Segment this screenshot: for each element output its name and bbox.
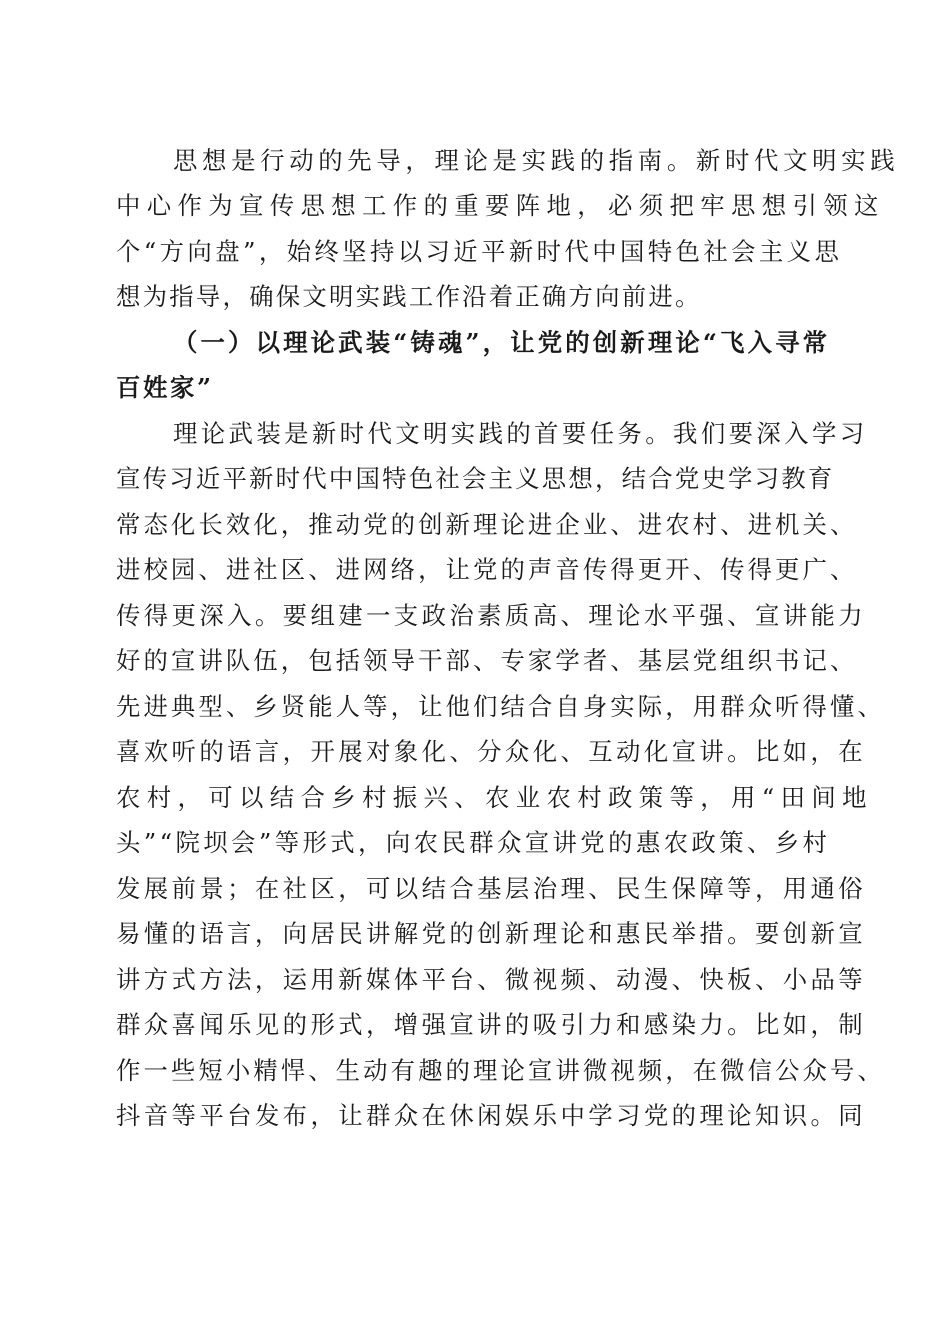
text-line: 易懂的语言，向居民讲解党的创新理论和惠民举措。要创新宣 — [116, 919, 867, 948]
text-line: 作一些短小精悍、生动有趣的理论宣讲微视频，在微信公众号、 — [116, 1056, 885, 1085]
text-line: 先进典型、乡贤能人等，让他们结合自身实际，用群众听得懂、 — [116, 692, 885, 721]
text-line: 中心作为宣传思想工作的重要阵地，必须把牢思想引领这 — [116, 191, 885, 220]
text-line: 喜欢听的语言，开展对象化、分众化、互动化宣讲。比如，在 — [116, 737, 867, 766]
heading-line: 百姓家” — [116, 373, 214, 402]
text-line: 传得更深入。要组建一支政治素质高、理论水平强、宣讲能力 — [116, 601, 867, 630]
text-line: 进校园、进社区、进网络，让党的声音传得更开、传得更广、 — [116, 555, 858, 584]
text-line: 农村，可以结合乡村振兴、农业农村政策等，用“田间地 — [116, 783, 873, 812]
text-line: 发展前景；在社区，可以结合基层治理、民生保障等，用通俗 — [116, 874, 867, 903]
text-line: 头”“院坝会”等形式，向农民群众宣讲党的惠农政策、乡村 — [116, 828, 831, 857]
text-line: 宣传习近平新时代中国特色社会主义思想，结合党史学习教育 — [116, 464, 835, 493]
heading-line: （一）以理论武装“铸魂”，让党的创新理论“飞入寻常 — [173, 328, 831, 357]
text-line: 理论武装是新时代文明实践的首要任务。我们要深入学习 — [173, 419, 868, 448]
text-line: 群众喜闻乐见的形式，增强宣讲的吸引力和感染力。比如，制 — [116, 1010, 867, 1039]
text-line: 好的宣讲队伍，包括领导干部、专家学者、基层党组织书记、 — [116, 646, 858, 675]
text-line: 讲方式方法，运用新媒体平台、微视频、动漫、快板、小品等 — [116, 965, 867, 994]
text-line: 抖音等平台发布，让群众在休闲娱乐中学习党的理论知识。同 — [116, 1101, 867, 1130]
text-line: 常态化长效化，推动党的创新理论进企业、进农村、进机关、 — [116, 510, 858, 539]
text-line: 个“方向盘”，始终坚持以习近平新时代中国特色社会主义思 — [116, 237, 843, 266]
text-line: 想为指导，确保文明实践工作沿着正确方向前进。 — [116, 282, 702, 311]
text-line: 思想是行动的先导，理论是实践的指南。新时代文明实践 — [173, 146, 900, 175]
